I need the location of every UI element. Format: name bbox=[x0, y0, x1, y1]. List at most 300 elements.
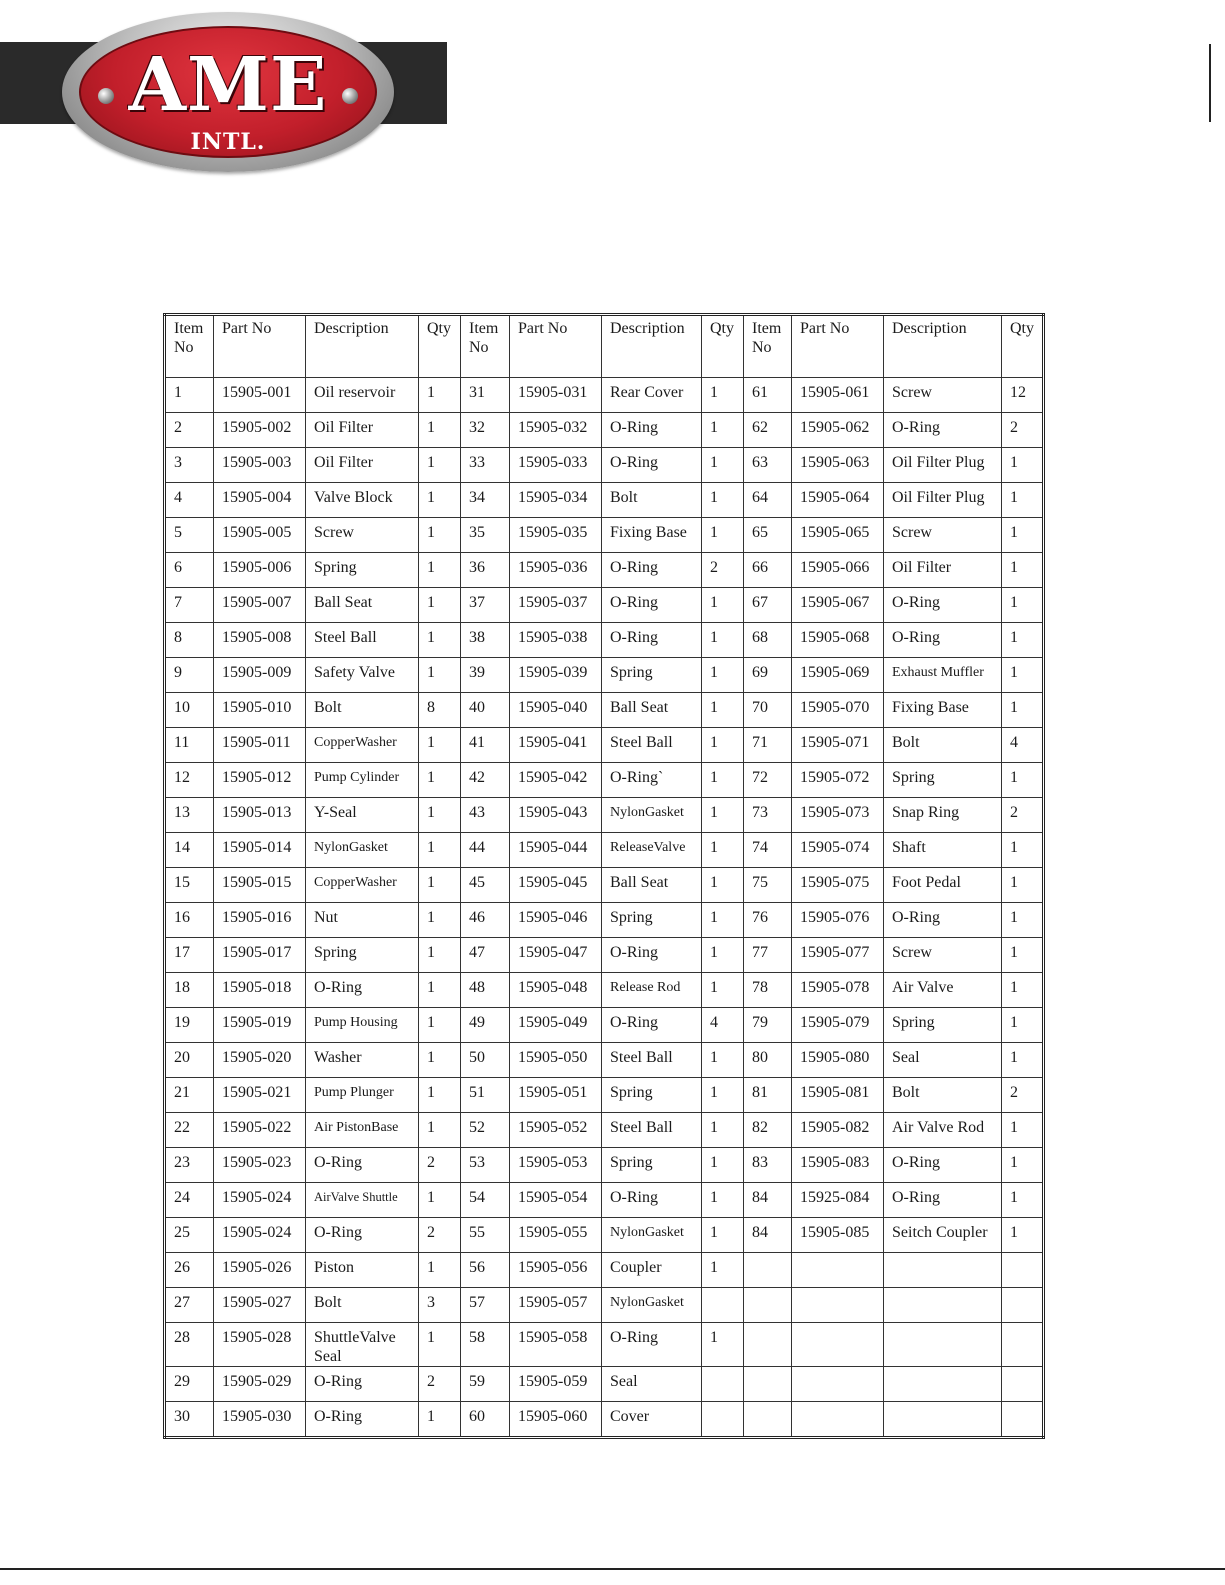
part-no-cell: 15905-018 bbox=[214, 973, 306, 1008]
description-cell: Air Valve bbox=[884, 973, 1002, 1008]
qty-cell: 1 bbox=[419, 833, 461, 868]
part-no-cell: 15905-070 bbox=[792, 693, 884, 728]
part-no-cell: 15905-081 bbox=[792, 1078, 884, 1113]
part-no-cell: 15905-021 bbox=[214, 1078, 306, 1113]
description-cell: Screw bbox=[306, 518, 419, 553]
qty-cell: 1 bbox=[702, 868, 744, 903]
qty-cell: 1 bbox=[419, 763, 461, 798]
item-no-cell bbox=[744, 1402, 792, 1438]
item-no-cell: 72 bbox=[744, 763, 792, 798]
description-cell: O-Ring bbox=[602, 938, 702, 973]
qty-cell: 1 bbox=[1002, 763, 1044, 798]
part-no-cell: 15905-064 bbox=[792, 483, 884, 518]
part-no-cell: 15905-007 bbox=[214, 588, 306, 623]
part-no-cell: 15905-024 bbox=[214, 1218, 306, 1253]
description-cell: Bolt bbox=[306, 693, 419, 728]
item-no-cell: 50 bbox=[461, 1043, 510, 1078]
qty-cell: 1 bbox=[1002, 483, 1044, 518]
description-cell: Oil Filter bbox=[884, 553, 1002, 588]
item-no-cell: 66 bbox=[744, 553, 792, 588]
part-no-cell: 15905-061 bbox=[792, 378, 884, 413]
qty-cell: 1 bbox=[1002, 973, 1044, 1008]
description-cell: Spring bbox=[602, 903, 702, 938]
item-no-cell: 28 bbox=[165, 1323, 214, 1367]
item-no-cell: 12 bbox=[165, 763, 214, 798]
logo-sub-text: INTL. bbox=[190, 129, 266, 155]
description-cell: Safety Valve bbox=[306, 658, 419, 693]
item-no-cell: 81 bbox=[744, 1078, 792, 1113]
qty-cell: 1 bbox=[702, 413, 744, 448]
part-no-cell: 15905-030 bbox=[214, 1402, 306, 1438]
table-row bbox=[165, 1402, 1044, 1438]
part-no-cell: 15905-036 bbox=[510, 553, 602, 588]
description-cell: Oil Filter Plug bbox=[884, 448, 1002, 483]
qty-cell: 2 bbox=[1002, 1078, 1044, 1113]
description-cell: Valve Block bbox=[306, 483, 419, 518]
description-cell: Nut bbox=[306, 903, 419, 938]
item-no-cell: 22 bbox=[165, 1113, 214, 1148]
column-header: Qty bbox=[419, 315, 461, 378]
item-no-cell: 23 bbox=[165, 1148, 214, 1183]
part-no-cell: 15905-034 bbox=[510, 483, 602, 518]
item-no-cell: 1 bbox=[165, 378, 214, 413]
description-cell: Bolt bbox=[602, 483, 702, 518]
table-row bbox=[165, 1323, 1044, 1367]
part-no-cell: 15905-002 bbox=[214, 413, 306, 448]
description-cell: O-Ring bbox=[306, 1148, 419, 1183]
item-no-cell: 51 bbox=[461, 1078, 510, 1113]
part-no-cell bbox=[792, 1288, 884, 1323]
part-no-cell: 15905-044 bbox=[510, 833, 602, 868]
item-no-cell: 27 bbox=[165, 1288, 214, 1323]
item-no-cell: 73 bbox=[744, 798, 792, 833]
qty-cell bbox=[702, 1288, 744, 1323]
description-cell: O-Ring bbox=[306, 973, 419, 1008]
part-no-cell: 15905-043 bbox=[510, 798, 602, 833]
part-no-cell: 15905-080 bbox=[792, 1043, 884, 1078]
qty-cell: 2 bbox=[1002, 413, 1044, 448]
qty-cell: 1 bbox=[419, 1113, 461, 1148]
part-no-cell: 15905-005 bbox=[214, 518, 306, 553]
qty-cell: 1 bbox=[702, 1113, 744, 1148]
description-cell: Spring bbox=[602, 658, 702, 693]
description-cell: Snap Ring bbox=[884, 798, 1002, 833]
table-row bbox=[165, 1253, 1044, 1288]
description-cell bbox=[884, 1323, 1002, 1367]
table-row bbox=[165, 1113, 1044, 1148]
description-cell: Piston bbox=[306, 1253, 419, 1288]
part-no-cell: 15905-054 bbox=[510, 1183, 602, 1218]
description-cell: Spring bbox=[602, 1078, 702, 1113]
table-row bbox=[165, 833, 1044, 868]
qty-cell bbox=[1002, 1288, 1044, 1323]
table-row bbox=[165, 378, 1044, 413]
qty-cell: 1 bbox=[419, 1078, 461, 1113]
table-row bbox=[165, 1008, 1044, 1043]
part-no-cell: 15905-072 bbox=[792, 763, 884, 798]
item-no-cell: 48 bbox=[461, 973, 510, 1008]
qty-cell: 1 bbox=[419, 1253, 461, 1288]
item-no-cell: 17 bbox=[165, 938, 214, 973]
column-header: Part No bbox=[792, 315, 884, 378]
item-no-cell: 76 bbox=[744, 903, 792, 938]
qty-cell bbox=[702, 1367, 744, 1402]
description-cell: Pump Plunger bbox=[306, 1078, 419, 1113]
item-no-cell: 6 bbox=[165, 553, 214, 588]
qty-cell: 1 bbox=[702, 1253, 744, 1288]
qty-cell: 1 bbox=[419, 1402, 461, 1438]
table-row bbox=[165, 448, 1044, 483]
description-cell: Spring bbox=[306, 553, 419, 588]
part-no-cell: 15905-077 bbox=[792, 938, 884, 973]
part-no-cell: 15905-045 bbox=[510, 868, 602, 903]
part-no-cell: 15905-073 bbox=[792, 798, 884, 833]
qty-cell: 1 bbox=[419, 938, 461, 973]
qty-cell: 1 bbox=[1002, 1043, 1044, 1078]
qty-cell: 1 bbox=[702, 1323, 744, 1367]
description-cell: NylonGasket bbox=[602, 1218, 702, 1253]
description-cell: Spring bbox=[884, 1008, 1002, 1043]
part-no-cell: 15905-008 bbox=[214, 623, 306, 658]
qty-cell: 1 bbox=[702, 833, 744, 868]
description-cell: Washer bbox=[306, 1043, 419, 1078]
item-no-cell bbox=[744, 1288, 792, 1323]
qty-cell: 1 bbox=[702, 448, 744, 483]
part-no-cell: 15905-026 bbox=[214, 1253, 306, 1288]
description-cell: Oil reservoir bbox=[306, 378, 419, 413]
item-no-cell: 38 bbox=[461, 623, 510, 658]
part-no-cell: 15905-057 bbox=[510, 1288, 602, 1323]
description-cell: O-Ring bbox=[602, 1008, 702, 1043]
item-no-cell: 67 bbox=[744, 588, 792, 623]
description-cell: O-Ring bbox=[602, 413, 702, 448]
qty-cell: 1 bbox=[419, 728, 461, 763]
description-cell: Air PistonBase bbox=[306, 1113, 419, 1148]
item-no-cell: 47 bbox=[461, 938, 510, 973]
qty-cell: 1 bbox=[702, 763, 744, 798]
description-cell: Bolt bbox=[306, 1288, 419, 1323]
part-no-cell bbox=[792, 1367, 884, 1402]
item-no-cell: 58 bbox=[461, 1323, 510, 1367]
description-cell: Screw bbox=[884, 938, 1002, 973]
item-no-cell: 24 bbox=[165, 1183, 214, 1218]
part-no-cell: 15905-063 bbox=[792, 448, 884, 483]
part-no-cell: 15905-009 bbox=[214, 658, 306, 693]
qty-cell: 1 bbox=[1002, 833, 1044, 868]
part-no-cell: 15905-024 bbox=[214, 1183, 306, 1218]
item-no-cell: 10 bbox=[165, 693, 214, 728]
description-cell: O-Ring bbox=[602, 588, 702, 623]
qty-cell: 1 bbox=[1002, 448, 1044, 483]
item-no-cell: 40 bbox=[461, 693, 510, 728]
column-header: Part No bbox=[510, 315, 602, 378]
item-no-cell: 5 bbox=[165, 518, 214, 553]
description-cell: Rear Cover bbox=[602, 378, 702, 413]
qty-cell: 2 bbox=[1002, 798, 1044, 833]
column-header: Qty bbox=[1002, 315, 1044, 378]
item-no-cell: 63 bbox=[744, 448, 792, 483]
qty-cell: 1 bbox=[419, 518, 461, 553]
table-row bbox=[165, 798, 1044, 833]
description-cell: Ball Seat bbox=[602, 868, 702, 903]
description-cell: O-Ring bbox=[884, 588, 1002, 623]
column-header: Item No bbox=[461, 315, 510, 378]
item-no-cell: 54 bbox=[461, 1183, 510, 1218]
part-no-cell bbox=[792, 1253, 884, 1288]
qty-cell bbox=[702, 1402, 744, 1438]
qty-cell bbox=[1002, 1367, 1044, 1402]
part-no-cell bbox=[792, 1323, 884, 1367]
item-no-cell: 44 bbox=[461, 833, 510, 868]
part-no-cell: 15905-085 bbox=[792, 1218, 884, 1253]
item-no-cell: 64 bbox=[744, 483, 792, 518]
part-no-cell: 15905-033 bbox=[510, 448, 602, 483]
part-no-cell: 15905-017 bbox=[214, 938, 306, 973]
part-no-cell: 15905-059 bbox=[510, 1367, 602, 1402]
qty-cell: 1 bbox=[419, 553, 461, 588]
part-no-cell: 15905-079 bbox=[792, 1008, 884, 1043]
part-no-cell: 15905-053 bbox=[510, 1148, 602, 1183]
item-no-cell: 65 bbox=[744, 518, 792, 553]
table-row bbox=[165, 728, 1044, 763]
qty-cell: 1 bbox=[1002, 623, 1044, 658]
item-no-cell: 70 bbox=[744, 693, 792, 728]
description-cell: ShuttleValve Seal bbox=[306, 1323, 419, 1367]
part-no-cell bbox=[792, 1402, 884, 1438]
item-no-cell: 8 bbox=[165, 623, 214, 658]
item-no-cell: 80 bbox=[744, 1043, 792, 1078]
item-no-cell: 83 bbox=[744, 1148, 792, 1183]
part-no-cell: 15905-055 bbox=[510, 1218, 602, 1253]
qty-cell: 1 bbox=[702, 1148, 744, 1183]
ame-logo bbox=[62, 12, 394, 172]
item-no-cell: 42 bbox=[461, 763, 510, 798]
qty-cell: 8 bbox=[419, 693, 461, 728]
description-cell: CopperWasher bbox=[306, 868, 419, 903]
item-no-cell: 45 bbox=[461, 868, 510, 903]
qty-cell: 1 bbox=[1002, 903, 1044, 938]
description-cell: Coupler bbox=[602, 1253, 702, 1288]
qty-cell: 1 bbox=[1002, 938, 1044, 973]
qty-cell: 1 bbox=[1002, 693, 1044, 728]
table-row bbox=[165, 763, 1044, 798]
part-no-cell: 15905-052 bbox=[510, 1113, 602, 1148]
qty-cell: 1 bbox=[702, 658, 744, 693]
table-row bbox=[165, 588, 1044, 623]
qty-cell: 1 bbox=[419, 1043, 461, 1078]
part-no-cell: 15905-040 bbox=[510, 693, 602, 728]
item-no-cell: 53 bbox=[461, 1148, 510, 1183]
part-no-cell: 15905-042 bbox=[510, 763, 602, 798]
table-row bbox=[165, 483, 1044, 518]
description-cell bbox=[884, 1367, 1002, 1402]
item-no-cell: 26 bbox=[165, 1253, 214, 1288]
part-no-cell: 15905-014 bbox=[214, 833, 306, 868]
item-no-cell: 14 bbox=[165, 833, 214, 868]
qty-cell: 1 bbox=[1002, 1008, 1044, 1043]
description-cell: O-Ring bbox=[884, 413, 1002, 448]
description-cell: Exhaust Muffler bbox=[884, 658, 1002, 693]
item-no-cell: 59 bbox=[461, 1367, 510, 1402]
description-cell: Screw bbox=[884, 378, 1002, 413]
part-no-cell: 15905-041 bbox=[510, 728, 602, 763]
part-no-cell: 15905-012 bbox=[214, 763, 306, 798]
description-cell: NylonGasket bbox=[602, 798, 702, 833]
qty-cell: 2 bbox=[419, 1148, 461, 1183]
qty-cell: 1 bbox=[419, 588, 461, 623]
part-no-cell: 15905-027 bbox=[214, 1288, 306, 1323]
table-row bbox=[165, 1043, 1044, 1078]
item-no-cell: 43 bbox=[461, 798, 510, 833]
description-cell bbox=[884, 1402, 1002, 1438]
item-no-cell: 61 bbox=[744, 378, 792, 413]
item-no-cell: 25 bbox=[165, 1218, 214, 1253]
part-no-cell: 15905-003 bbox=[214, 448, 306, 483]
description-cell: Pump Housing bbox=[306, 1008, 419, 1043]
part-no-cell: 15905-051 bbox=[510, 1078, 602, 1113]
description-cell bbox=[884, 1288, 1002, 1323]
qty-cell: 1 bbox=[419, 378, 461, 413]
description-cell: Ball Seat bbox=[306, 588, 419, 623]
part-no-cell: 15905-065 bbox=[792, 518, 884, 553]
item-no-cell: 55 bbox=[461, 1218, 510, 1253]
part-no-cell: 15905-049 bbox=[510, 1008, 602, 1043]
item-no-cell: 46 bbox=[461, 903, 510, 938]
qty-cell: 1 bbox=[419, 868, 461, 903]
part-no-cell: 15905-047 bbox=[510, 938, 602, 973]
item-no-cell: 62 bbox=[744, 413, 792, 448]
description-cell: Steel Ball bbox=[602, 1043, 702, 1078]
item-no-cell: 68 bbox=[744, 623, 792, 658]
part-no-cell: 15905-050 bbox=[510, 1043, 602, 1078]
table-header-row bbox=[165, 315, 1044, 378]
part-no-cell: 15905-035 bbox=[510, 518, 602, 553]
part-no-cell: 15905-010 bbox=[214, 693, 306, 728]
part-no-cell: 15905-031 bbox=[510, 378, 602, 413]
description-cell: AirValve Shuttle bbox=[306, 1183, 419, 1218]
item-no-cell: 69 bbox=[744, 658, 792, 693]
description-cell: Bolt bbox=[884, 1078, 1002, 1113]
description-cell: Steel Ball bbox=[602, 1113, 702, 1148]
qty-cell: 2 bbox=[702, 553, 744, 588]
description-cell bbox=[884, 1253, 1002, 1288]
item-no-cell: 33 bbox=[461, 448, 510, 483]
qty-cell: 1 bbox=[419, 483, 461, 518]
table-row bbox=[165, 658, 1044, 693]
qty-cell: 1 bbox=[419, 658, 461, 693]
qty-cell: 1 bbox=[1002, 658, 1044, 693]
qty-cell: 1 bbox=[702, 588, 744, 623]
table-row bbox=[165, 1078, 1044, 1113]
description-cell: O-Ring` bbox=[602, 763, 702, 798]
item-no-cell: 32 bbox=[461, 413, 510, 448]
item-no-cell: 71 bbox=[744, 728, 792, 763]
description-cell: Spring bbox=[884, 763, 1002, 798]
part-no-cell: 15905-029 bbox=[214, 1367, 306, 1402]
qty-cell: 1 bbox=[702, 938, 744, 973]
part-no-cell: 15905-075 bbox=[792, 868, 884, 903]
description-cell: Seitch Coupler bbox=[884, 1218, 1002, 1253]
qty-cell: 1 bbox=[419, 413, 461, 448]
bottom-rule bbox=[0, 1568, 1225, 1570]
description-cell: O-Ring bbox=[602, 448, 702, 483]
part-no-cell: 15905-068 bbox=[792, 623, 884, 658]
item-no-cell: 3 bbox=[165, 448, 214, 483]
part-no-cell: 15905-015 bbox=[214, 868, 306, 903]
part-no-cell: 15905-056 bbox=[510, 1253, 602, 1288]
item-no-cell: 7 bbox=[165, 588, 214, 623]
part-no-cell: 15905-074 bbox=[792, 833, 884, 868]
qty-cell: 1 bbox=[1002, 1183, 1044, 1218]
column-header: Description bbox=[884, 315, 1002, 378]
qty-cell: 1 bbox=[702, 378, 744, 413]
item-no-cell: 2 bbox=[165, 413, 214, 448]
table-row bbox=[165, 693, 1044, 728]
qty-cell: 1 bbox=[702, 728, 744, 763]
item-no-cell: 79 bbox=[744, 1008, 792, 1043]
part-no-cell: 15905-058 bbox=[510, 1323, 602, 1367]
qty-cell: 1 bbox=[419, 448, 461, 483]
item-no-cell: 19 bbox=[165, 1008, 214, 1043]
qty-cell: 1 bbox=[1002, 588, 1044, 623]
part-no-cell: 15905-076 bbox=[792, 903, 884, 938]
item-no-cell: 36 bbox=[461, 553, 510, 588]
part-no-cell: 15905-022 bbox=[214, 1113, 306, 1148]
qty-cell: 1 bbox=[419, 798, 461, 833]
item-no-cell: 74 bbox=[744, 833, 792, 868]
qty-cell: 1 bbox=[702, 973, 744, 1008]
part-no-cell: 15905-028 bbox=[214, 1323, 306, 1367]
part-no-cell: 15905-067 bbox=[792, 588, 884, 623]
item-no-cell: 82 bbox=[744, 1113, 792, 1148]
part-no-cell: 15905-083 bbox=[792, 1148, 884, 1183]
table-row bbox=[165, 1183, 1044, 1218]
item-no-cell: 4 bbox=[165, 483, 214, 518]
item-no-cell bbox=[744, 1367, 792, 1402]
item-no-cell: 29 bbox=[165, 1367, 214, 1402]
description-cell: O-Ring bbox=[884, 1148, 1002, 1183]
description-cell: Y-Seal bbox=[306, 798, 419, 833]
description-cell: Oil Filter bbox=[306, 413, 419, 448]
description-cell: Screw bbox=[884, 518, 1002, 553]
column-header: Description bbox=[602, 315, 702, 378]
description-cell: Cover bbox=[602, 1402, 702, 1438]
description-cell: O-Ring bbox=[602, 1183, 702, 1218]
qty-cell bbox=[1002, 1253, 1044, 1288]
part-no-cell: 15905-048 bbox=[510, 973, 602, 1008]
qty-cell: 1 bbox=[419, 973, 461, 1008]
part-no-cell: 15905-069 bbox=[792, 658, 884, 693]
description-cell: Seal bbox=[602, 1367, 702, 1402]
qty-cell: 1 bbox=[702, 1043, 744, 1078]
qty-cell: 12 bbox=[1002, 378, 1044, 413]
item-no-cell: 56 bbox=[461, 1253, 510, 1288]
description-cell: Shaft bbox=[884, 833, 1002, 868]
description-cell: Fixing Base bbox=[602, 518, 702, 553]
qty-cell: 1 bbox=[419, 903, 461, 938]
item-no-cell: 20 bbox=[165, 1043, 214, 1078]
qty-cell: 1 bbox=[702, 483, 744, 518]
part-no-cell: 15905-023 bbox=[214, 1148, 306, 1183]
column-header: Qty bbox=[702, 315, 744, 378]
part-no-cell: 15905-006 bbox=[214, 553, 306, 588]
qty-cell: 1 bbox=[419, 1323, 461, 1367]
column-header: Part No bbox=[214, 315, 306, 378]
description-cell: O-Ring bbox=[884, 903, 1002, 938]
description-cell: Release Rod bbox=[602, 973, 702, 1008]
item-no-cell: 84 bbox=[744, 1183, 792, 1218]
qty-cell: 1 bbox=[702, 693, 744, 728]
